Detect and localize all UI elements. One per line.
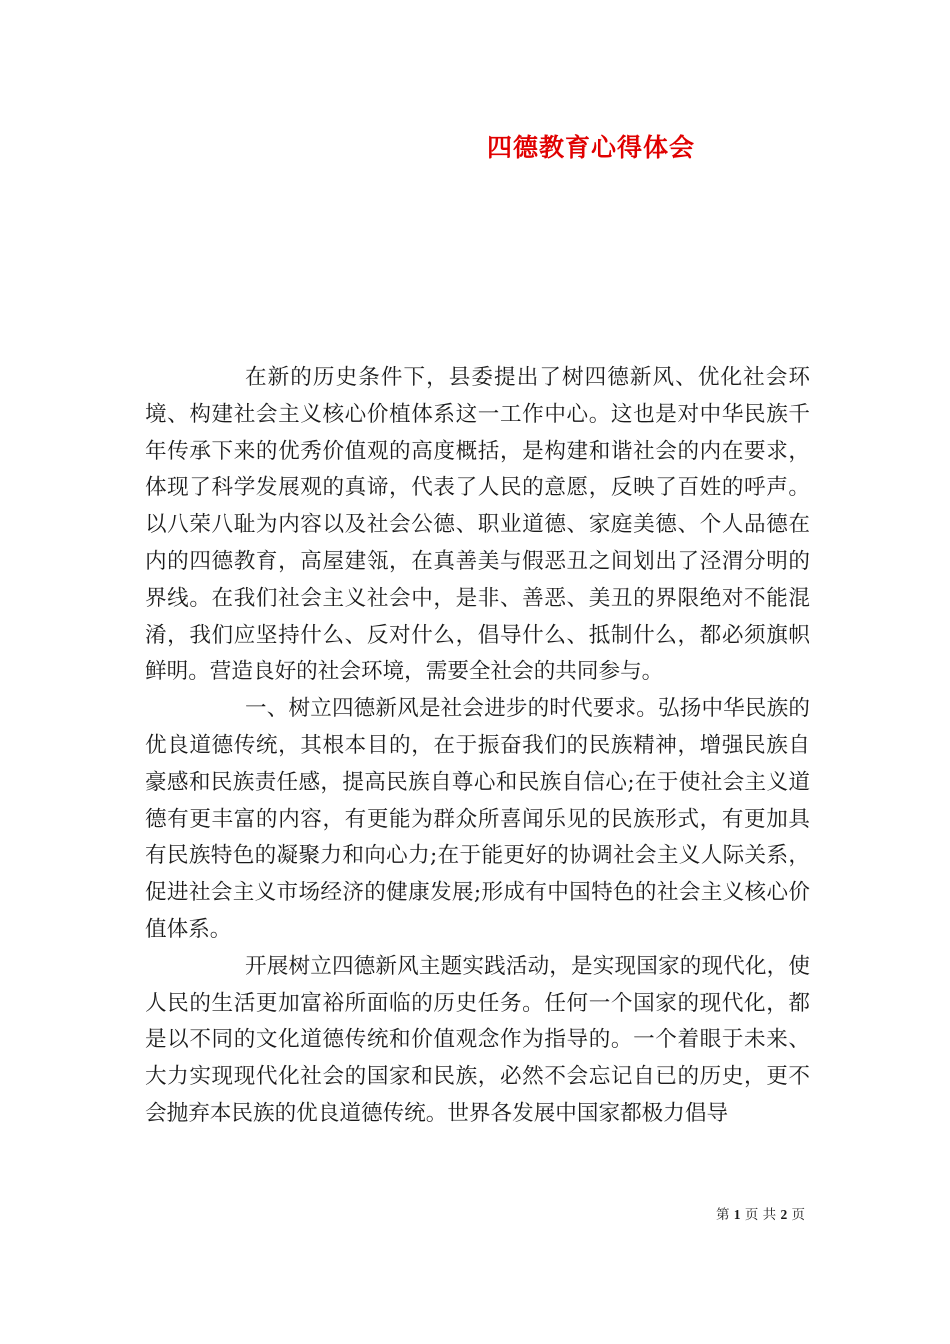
paragraph-3: 开展树立四德新风主题实践活动，是实现国家的现代化，使人民的生活更加富裕所面临的历史任务。任何一个国家的现代化，都是以不同的文化道德传统和价值观念作为指导的。一个着眼于未来、大力实现现代化社会的国家和民族，必然不会忘记自已的历史，更不会抛弃本民族的优良道德传统。世界各发展中国家都极力倡导	[145, 953, 810, 1126]
paragraph-2: 一、树立四德新风是社会进步的时代要求。弘扬中华民族的优良道德传统，其根本目的，在于振奋我们的民族精神，增强民族自豪感和民族责任感，提高民族自尊心和民族自信心;在于使社会主义道德有更丰富的内容，有更能为群众所喜闻乐见的民族形式，有更加具有民族特色的凝聚力和向心力;在于能更好的协调社会主义人际关系，促进社会主义市场经济的健康发展;形成有中国特色的社会主义核心价值体系。	[145, 696, 810, 942]
footer-middle: 页 共	[744, 1207, 777, 1223]
page-number-footer	[716, 1203, 805, 1223]
footer-suffix: 页	[791, 1207, 805, 1223]
current-page-number: 1	[733, 1207, 741, 1222]
footer-prefix: 第	[716, 1207, 730, 1223]
paragraph-1: 在新的历史条件下，县委提出了树四德新风、优化社会环境、构建社会主义核心价植体系这一工作中心。这也是对中华民族千年传承下来的优秀价值观的高度概括，是构建和谐社会的内在要求，体现了科学发展观的真谛，代表了人民的意愿，反映了百姓的呼声。以八荣八耻为内容以及社会公德、职业道德、家庭美德、个人品德在内的四德教育，高屋建瓴，在真善美与假恶丑之间划出了泾渭分明的界线。在我们社会主义社会中，是非、善恶、美丑的界限绝对不能混淆，我们应坚持什么、反对什么，倡导什么、抵制什么，都必须旗帜鲜明。营造良好的社会环境，需要全社会的共同参与。	[145, 365, 810, 685]
document-body	[145, 360, 810, 1133]
document-title: 四德教育心得体会	[487, 133, 696, 162]
total-pages-number: 2	[780, 1207, 788, 1222]
